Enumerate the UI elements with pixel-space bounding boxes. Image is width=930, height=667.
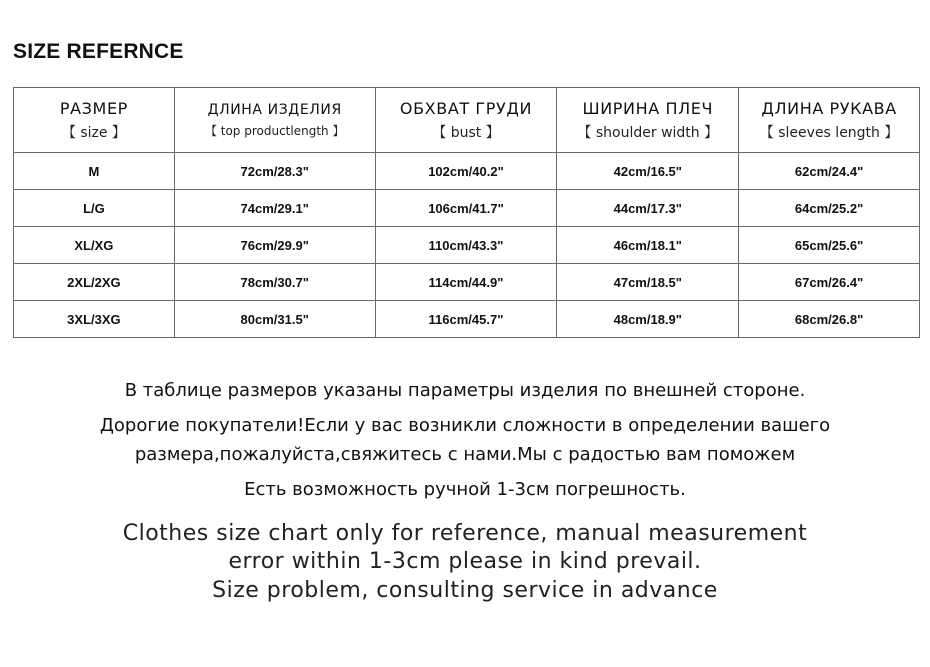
table-header-row xyxy=(14,88,920,153)
header-sublabel: 【 size 】 xyxy=(61,124,126,141)
cell-length: 80cm/31.5" xyxy=(174,301,375,338)
header-label: ШИРИНА ПЛЕЧ xyxy=(582,98,714,118)
header-shoulder xyxy=(557,88,739,153)
cell-size: 2XL/2XG xyxy=(14,264,175,301)
cell-sleeves: 65cm/25.6" xyxy=(739,227,920,264)
cell-shoulder: 48cm/18.9" xyxy=(557,301,739,338)
cell-sleeves: 64cm/25.2" xyxy=(739,190,920,227)
cell-length: 78cm/30.7" xyxy=(174,264,375,301)
cell-size: M xyxy=(14,153,175,190)
cell-bust: 102cm/40.2" xyxy=(375,153,557,190)
cell-shoulder: 42cm/16.5" xyxy=(557,153,739,190)
header-length xyxy=(174,88,375,153)
cell-bust: 114cm/44.9" xyxy=(375,264,557,301)
header-sublabel: 【 sleeves length 】 xyxy=(759,124,899,141)
table-row xyxy=(14,153,920,190)
table-row xyxy=(14,301,920,338)
header-bust xyxy=(375,88,557,153)
english-note-line: Size problem, consulting service in advance xyxy=(212,578,718,603)
header-label: ОБХВАТ ГРУДИ xyxy=(399,98,533,118)
table-row xyxy=(14,190,920,227)
cell-shoulder: 46cm/18.1" xyxy=(557,227,739,264)
russian-note-line: Есть возможность ручной 1-3см погрешность. xyxy=(244,479,686,500)
header-size xyxy=(14,88,175,153)
cell-length: 74cm/29.1" xyxy=(174,190,375,227)
cell-shoulder: 44cm/17.3" xyxy=(557,190,739,227)
header-sublabel: 【 top productlength 】 xyxy=(204,123,345,138)
header-label: РАЗМЕР xyxy=(59,98,128,118)
english-note-line: error within 1-3cm please in kind prevail. xyxy=(228,549,702,574)
table-row xyxy=(14,227,920,264)
russian-note-line: В таблице размеров указаны параметры изделия по внешней стороне. xyxy=(124,380,806,401)
header-sublabel: 【 bust 】 xyxy=(432,124,500,141)
cell-bust: 110cm/43.3" xyxy=(375,227,557,264)
russian-note-line: размера,пожалуйста,свяжитесь с нами.Мы с радостью вам поможем xyxy=(134,444,796,465)
page-title: SIZE REFERNCE xyxy=(13,40,184,63)
header-sleeves xyxy=(739,88,920,153)
cell-size: XL/XG xyxy=(14,227,175,264)
english-note-line: Clothes size chart only for reference, manual measurement xyxy=(122,521,808,546)
header-label: ДЛИНА ИЗДЕЛИЯ xyxy=(207,101,342,118)
table-row xyxy=(14,264,920,301)
cell-shoulder: 47cm/18.5" xyxy=(557,264,739,301)
cell-length: 76cm/29.9" xyxy=(174,227,375,264)
cell-size: 3XL/3XG xyxy=(14,301,175,338)
header-sublabel: 【 shoulder width 】 xyxy=(577,124,719,141)
cell-sleeves: 62cm/24.4" xyxy=(739,153,920,190)
size-table xyxy=(13,87,920,338)
cell-length: 72cm/28.3" xyxy=(174,153,375,190)
cell-bust: 116cm/45.7" xyxy=(375,301,557,338)
cell-size: L/G xyxy=(14,190,175,227)
header-label: ДЛИНА РУКАВА xyxy=(761,98,897,118)
cell-bust: 106cm/41.7" xyxy=(375,190,557,227)
cell-sleeves: 67cm/26.4" xyxy=(739,264,920,301)
russian-note-line: Дорогие покупатели!Если у вас возникли сложности в определении вашего xyxy=(99,415,831,436)
cell-sleeves: 68cm/26.8" xyxy=(739,301,920,338)
